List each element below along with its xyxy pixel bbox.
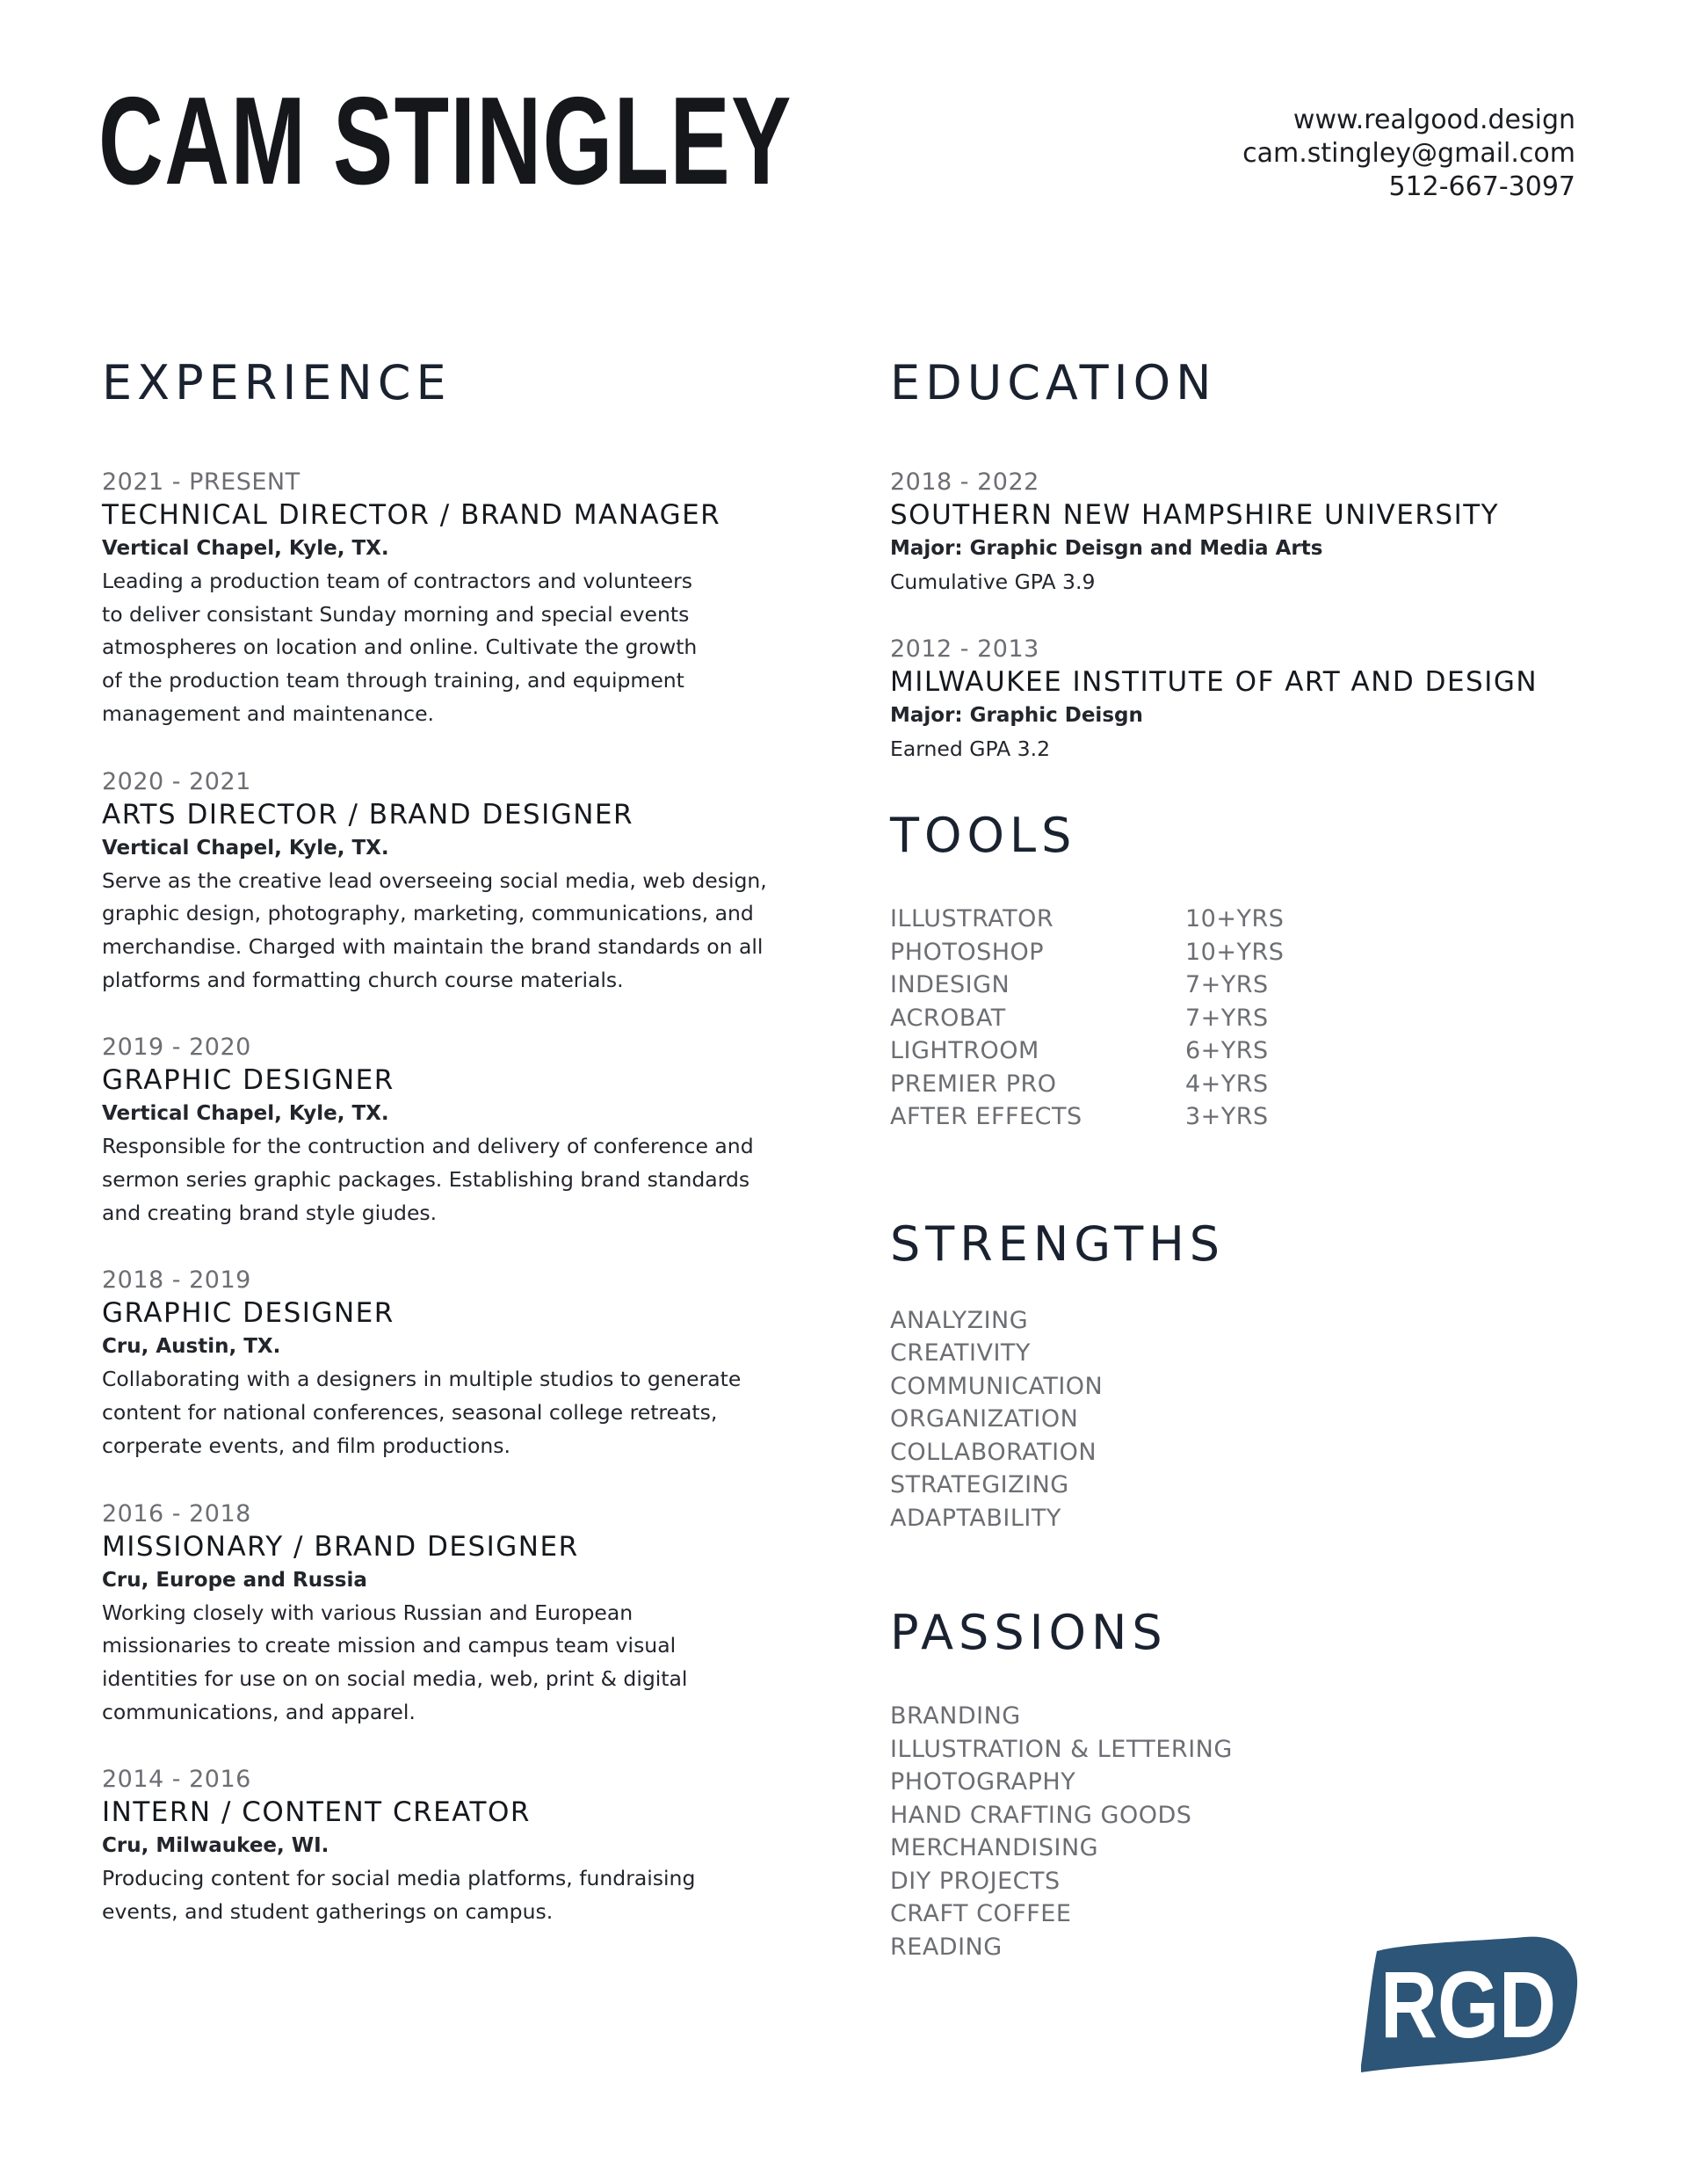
entry-years: 2016 - 2018 [102, 1499, 251, 1527]
experience-entry [102, 765, 822, 998]
passion-item: BRANDING [890, 1702, 1021, 1730]
description-line: identities for use on on social media, web, print & digital [102, 1665, 688, 1691]
tool-row [890, 1034, 1593, 1068]
tool-years: 4+YRS [1185, 1070, 1269, 1098]
education-entry [890, 633, 1593, 765]
passion-item: ILLUSTRATION & LETTERING [890, 1735, 1233, 1763]
tools-list [890, 903, 1593, 1134]
tool-years: 3+YRS [1185, 1103, 1269, 1130]
education-heading: EDUCATION [890, 355, 1217, 410]
tool-years: 7+YRS [1185, 1004, 1269, 1032]
strength-item: ORGANIZATION [890, 1405, 1079, 1433]
rgd-logo [1358, 1934, 1582, 2074]
tool-row [890, 936, 1593, 969]
experience-entry [102, 1763, 822, 1928]
tool-row [890, 1002, 1593, 1035]
experience-entry [102, 466, 822, 731]
entry-years: 2014 - 2016 [102, 1766, 251, 1794]
tools-heading: TOOLS [890, 808, 1077, 863]
resume-name: CAM STINGLEY [98, 71, 793, 211]
contact-block [1242, 104, 1575, 204]
description-line: Leading a production team of contractors and volunteers [102, 569, 693, 593]
tool-name: LIGHTROOM [890, 1037, 1039, 1064]
description-line: merchandise. Charged with maintain the brand standards on all [102, 933, 764, 959]
entry-description [102, 1862, 805, 1928]
description-line: content for national conferences, seasonal college retreats, [102, 1400, 718, 1426]
phone-number: 512-667-3097 [1388, 171, 1575, 202]
description-line: platforms and formatting church course materials. [102, 967, 624, 992]
entry-years: 2020 - 2021 [102, 767, 251, 795]
description-line: and creating brand style giudes. [102, 1200, 438, 1225]
passion-item: READING [890, 1933, 1003, 1961]
entry-title: MISSIONARY / BRAND DESIGNER [102, 1530, 579, 1563]
passion-item: DIY PROJECTS [890, 1867, 1061, 1895]
description-line: Working closely with various Russian and European [102, 1600, 634, 1625]
tool-name: PREMIER PRO [890, 1070, 1057, 1098]
strength-item: COLLABORATION [890, 1438, 1097, 1466]
description-line: to deliver consistant Sunday morning and special events [102, 601, 690, 627]
strength-item: ANALYZING [890, 1306, 1029, 1334]
tool-years: 10+YRS [1185, 905, 1285, 932]
email-link[interactable]: cam.stingley@gmail.com [1242, 138, 1575, 169]
description-line: events, and student gatherings on campus. [102, 1899, 554, 1925]
tool-years: 6+YRS [1185, 1037, 1269, 1064]
entry-description [102, 865, 805, 998]
description-line: communications, and apparel. [102, 1699, 416, 1724]
tool-row [890, 969, 1593, 1002]
experience-entry [102, 1264, 822, 1462]
tool-name: ACROBAT [890, 1004, 1006, 1032]
description-line: corperate events, and film productions. [102, 1433, 510, 1458]
tool-name: ILLUSTRATOR [890, 905, 1054, 932]
tool-years: 7+YRS [1185, 971, 1269, 998]
description-line: management and maintenance. [102, 700, 434, 726]
school-name: SOUTHERN NEW HAMPSHIRE UNIVERSITY [890, 499, 1500, 531]
entry-title: GRAPHIC DESIGNER [102, 1064, 395, 1097]
right-column [890, 352, 1593, 1963]
entry-title: GRAPHIC DESIGNER [102, 1297, 395, 1330]
entry-title: INTERN / CONTENT CREATOR [102, 1796, 531, 1829]
experience-entry [102, 1031, 822, 1230]
tool-years: 10+YRS [1185, 938, 1285, 966]
education-major: Major: Graphic Deisgn [890, 704, 1143, 727]
strengths-heading: STRENGTHS [890, 1215, 1226, 1272]
education-list [890, 466, 1593, 765]
passion-item: HAND CRAFTING GOODS [890, 1801, 1192, 1829]
entry-organization: Vertical Chapel, Kyle, TX. [102, 836, 389, 860]
entry-organization: Cru, Europe and Russia [102, 1568, 367, 1592]
strength-item: ADAPTABILITY [890, 1504, 1061, 1532]
strengths-list [890, 1304, 1593, 1535]
description-line: Collaborating with a designers in multiple studios to generate [102, 1367, 742, 1392]
passion-item: MERCHANDISING [890, 1834, 1099, 1861]
tool-row [890, 1068, 1593, 1101]
education-years: 2018 - 2022 [890, 468, 1039, 496]
experience-heading: EXPERIENCE [102, 355, 452, 410]
entry-description [102, 1597, 805, 1730]
entry-title: TECHNICAL DIRECTOR / BRAND MANAGER [102, 499, 721, 531]
website-link[interactable]: www.realgood.design [1292, 105, 1575, 135]
entry-organization: Cru, Milwaukee, WI. [102, 1834, 329, 1858]
tool-name: AFTER EFFECTS [890, 1103, 1082, 1130]
education-gpa: Earned GPA 3.2 [890, 736, 1051, 761]
description-line: Serve as the creative lead overseeing social media, web design, [102, 867, 767, 893]
rgd-logo-text: RGD [1380, 1951, 1556, 2057]
strength-item: CREATIVITY [890, 1339, 1031, 1367]
entry-title: ARTS DIRECTOR / BRAND DESIGNER [102, 798, 634, 831]
entry-description [102, 1130, 805, 1230]
passions-heading: PASSIONS [890, 1605, 1168, 1660]
entry-organization: Cru, Austin, TX. [102, 1335, 281, 1359]
description-line: missionaries to create mission and campus team visual [102, 1633, 677, 1658]
description-line: atmospheres on location and online. Cultivate the growth [102, 635, 698, 660]
entry-years: 2018 - 2019 [102, 1266, 251, 1295]
entry-description [102, 565, 805, 731]
description-line: graphic design, photography, marketing, communications, and [102, 901, 754, 926]
description-line: of the production team through training, and equipment [102, 668, 684, 693]
experience-section [102, 352, 822, 1963]
education-entry [890, 466, 1593, 599]
entry-organization: Vertical Chapel, Kyle, TX. [102, 537, 389, 560]
tool-name: INDESIGN [890, 971, 1010, 998]
passion-item: PHOTOGRAPHY [890, 1768, 1076, 1796]
description-line: Responsible for the contruction and delivery of conference and [102, 1134, 754, 1159]
description-line: Producing content for social media platforms, fundraising [102, 1866, 696, 1891]
education-years: 2012 - 2013 [890, 635, 1039, 663]
experience-list [102, 466, 822, 1929]
strength-item: STRATEGIZING [890, 1471, 1069, 1498]
entry-years: 2019 - 2020 [102, 1034, 251, 1062]
entry-years: 2021 - PRESENT [102, 468, 300, 496]
entry-description [102, 1363, 805, 1462]
school-name: MILWAUKEE INSTITUTE OF ART AND DESIGN [890, 666, 1539, 698]
passions-list [890, 1700, 1593, 1963]
experience-entry [102, 1498, 822, 1730]
tool-row [890, 903, 1593, 936]
description-line: sermon series graphic packages. Establishing brand standards [102, 1167, 750, 1193]
tool-name: PHOTOSHOP [890, 938, 1045, 966]
passion-item: CRAFT COFFEE [890, 1900, 1072, 1927]
education-major: Major: Graphic Deisgn and Media Arts [890, 537, 1323, 560]
education-gpa: Cumulative GPA 3.9 [890, 570, 1096, 594]
tool-row [890, 1100, 1593, 1134]
entry-organization: Vertical Chapel, Kyle, TX. [102, 1102, 389, 1126]
strength-item: COMMUNICATION [890, 1372, 1104, 1400]
